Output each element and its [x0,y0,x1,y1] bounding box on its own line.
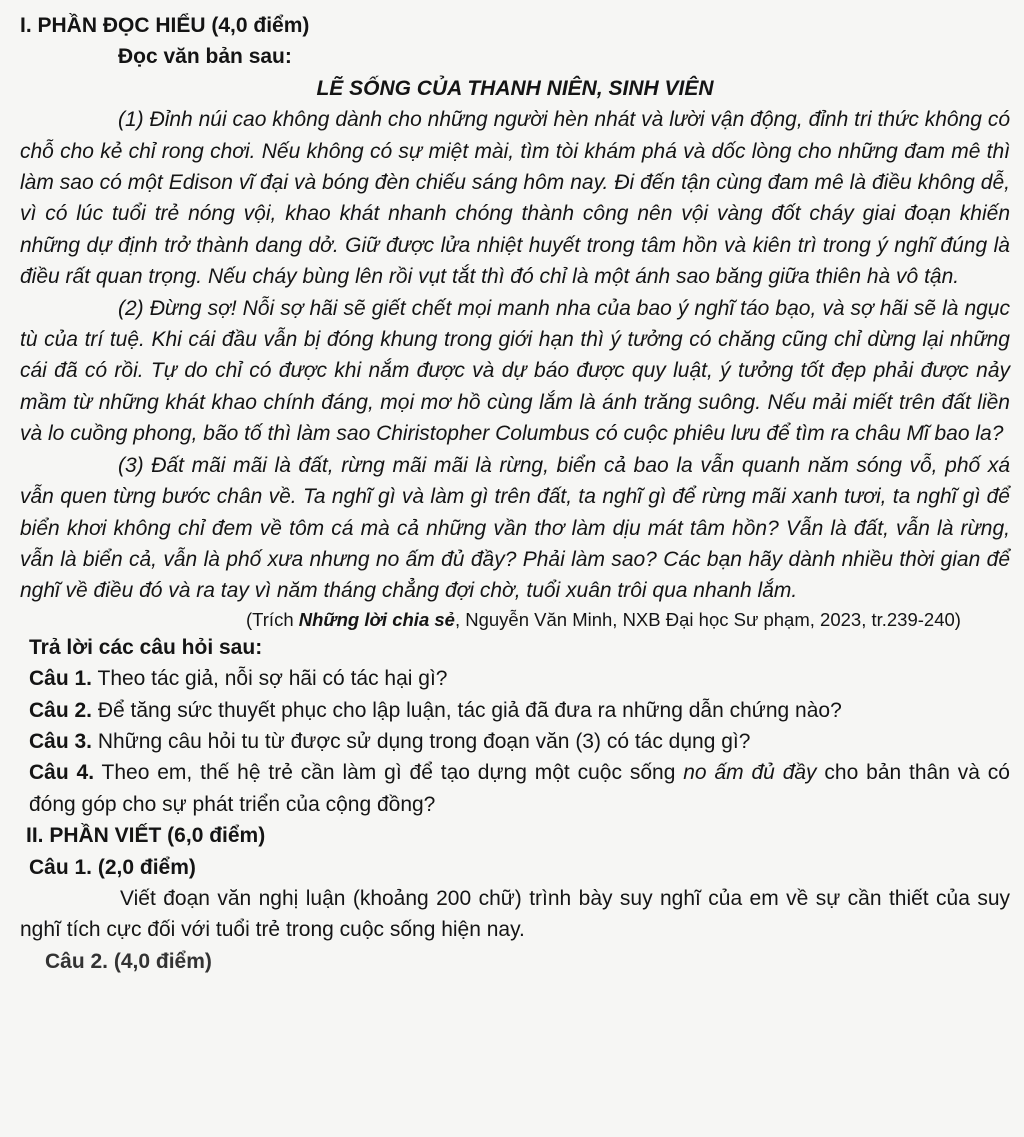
task1-title: Câu 1. (2,0 điểm) [29,855,196,879]
question-label: Câu 2. [29,698,93,722]
question-text: Theo tác giả, nỗi sợ hãi có tác hại gì? [92,667,448,691]
task2-title-partial: Câu 2. (4,0 điểm) [45,949,212,973]
paragraph-3: (3) Đất mãi mãi là đất, rừng mãi mãi là rừng, biển cả bao la vẫn quanh năm sóng vỗ, phố xá vẫn quen từng bước chân về. Ta nghĩ gì và làm gì trên đất, ta nghĩ gì để rừng mãi xanh tươi, ta nghĩ gì để biển khơi không chỉ đem về tôm cá mà cả những vần thơ làm dịu mát tâm hồn? Vẫn là đất, vẫn là rừng, vẫn là biển cả, vẫn là phố xưa nhưng no ấm đủ đầy? Phải làm sao? Các bạn hãy dành nhiều thời gian để nghĩ về điều đó và ra tay vì năm tháng chẳng đợi chờ, tuổi xuân trôi qua nhanh lắm. [20,453,1010,603]
task1-text: Viết đoạn văn nghị luận (khoảng 200 chữ) trình bày suy nghĩ của em về sự cần thiết của suy nghĩ tích cực đối với tuổi trẻ trong cuộc sống hiện nay. [20,886,1010,942]
part1-title: I. PHẦN ĐỌC HIỂU (4,0 điểm) [20,14,310,37]
question-label: Câu 4. [29,761,95,785]
paragraph-2: (2) Đừng sợ! Nỗi sợ hãi sẽ giết chết mọi manh nha của bao ý nghĩ táo bạo, và sợ hãi sẽ là ngục tù của trí tuệ. Khi cái đầu vẫn bị đóng khung trong giới hạn thì ý tưởng có chăng cũng chỉ dừng lại những cái đã có rồi. Tự do chỉ có được khi nắm được và dự báo được quy luật, ý tưởng tốt đẹp phải được nảy mầm từ những khát khao chính đáng, mọi mơ hồ cùng lắm là ánh trăng suông. Nếu mải miết trên đất liền và lo cuồng phong, bão tố thì làm sao Chiristopher Columbus có cuộc phiêu lưu để tìm ra châu Mĩ bao la? [20,296,1010,446]
question-1 [29,663,1010,694]
question-text: Để tăng sức thuyết phục cho lập luận, tác giả đã đưa ra những dẫn chứng nào? [92,698,842,722]
source-book-title: Những lời chia sẻ [298,608,455,630]
question-2 [29,695,1010,726]
question-4 [29,757,1010,820]
text-title: LẼ SỐNG CỦA THANH NIÊN, SINH VIÊN [316,76,714,100]
question-label: Câu 3. [29,729,93,753]
questions-heading: Trả lời các câu hỏi sau: [29,635,263,659]
question-3 [29,726,1010,757]
source-prefix: (Trích [246,608,299,630]
question-label: Câu 1. [29,667,93,691]
source-suffix: , Nguyễn Văn Minh, NXB Đại học Sư phạm, 2023, tr.239-240) [454,608,961,630]
question-text: Những câu hỏi tu từ được sử dụng trong đoạn văn (3) có tác dụng gì? [92,729,751,753]
paragraph-1: (1) Đỉnh núi cao không dành cho những người hèn nhát và lười vận động, đỉnh tri thức không có chỗ cho kẻ chỉ rong chơi. Nếu không có sự miệt mài, tìm tòi khám phá và dốc lòng cho những đam mê thì làm sao có một Edison vĩ đại và bóng đèn chiếu sáng hôm nay. Đi đến tận cùng đam mê là điều không dễ, vì có lúc tuổi trẻ nóng vội, khao khát nhanh chóng thành công nên vội vàng đốt cháy giai đoạn khiến những dự định trở thành dang dở. Giữ được lửa nhiệt huyết trong tâm hồn và kiên trì trong ý nghĩ đúng là điều rất quan trọng. Nếu cháy bùng lên rồi vụt tắt thì đó chỉ là một ánh sao băng giữa thiên hà vô tận. [20,108,1010,289]
question-text-after: cho bản thân và có đóng góp cho sự phát triển của cộng đồng? [29,761,1010,816]
source-citation [246,607,1010,632]
part2-title: II. PHẦN VIẾT (6,0 điểm) [26,824,266,848]
question-text-before: Theo em, thế hệ trẻ cần làm gì để tạo dựng một cuộc sống [94,761,684,785]
question-emphasis: no ấm đủ đầy [683,761,817,785]
reading-instruction: Đọc văn bản sau: [118,45,292,69]
